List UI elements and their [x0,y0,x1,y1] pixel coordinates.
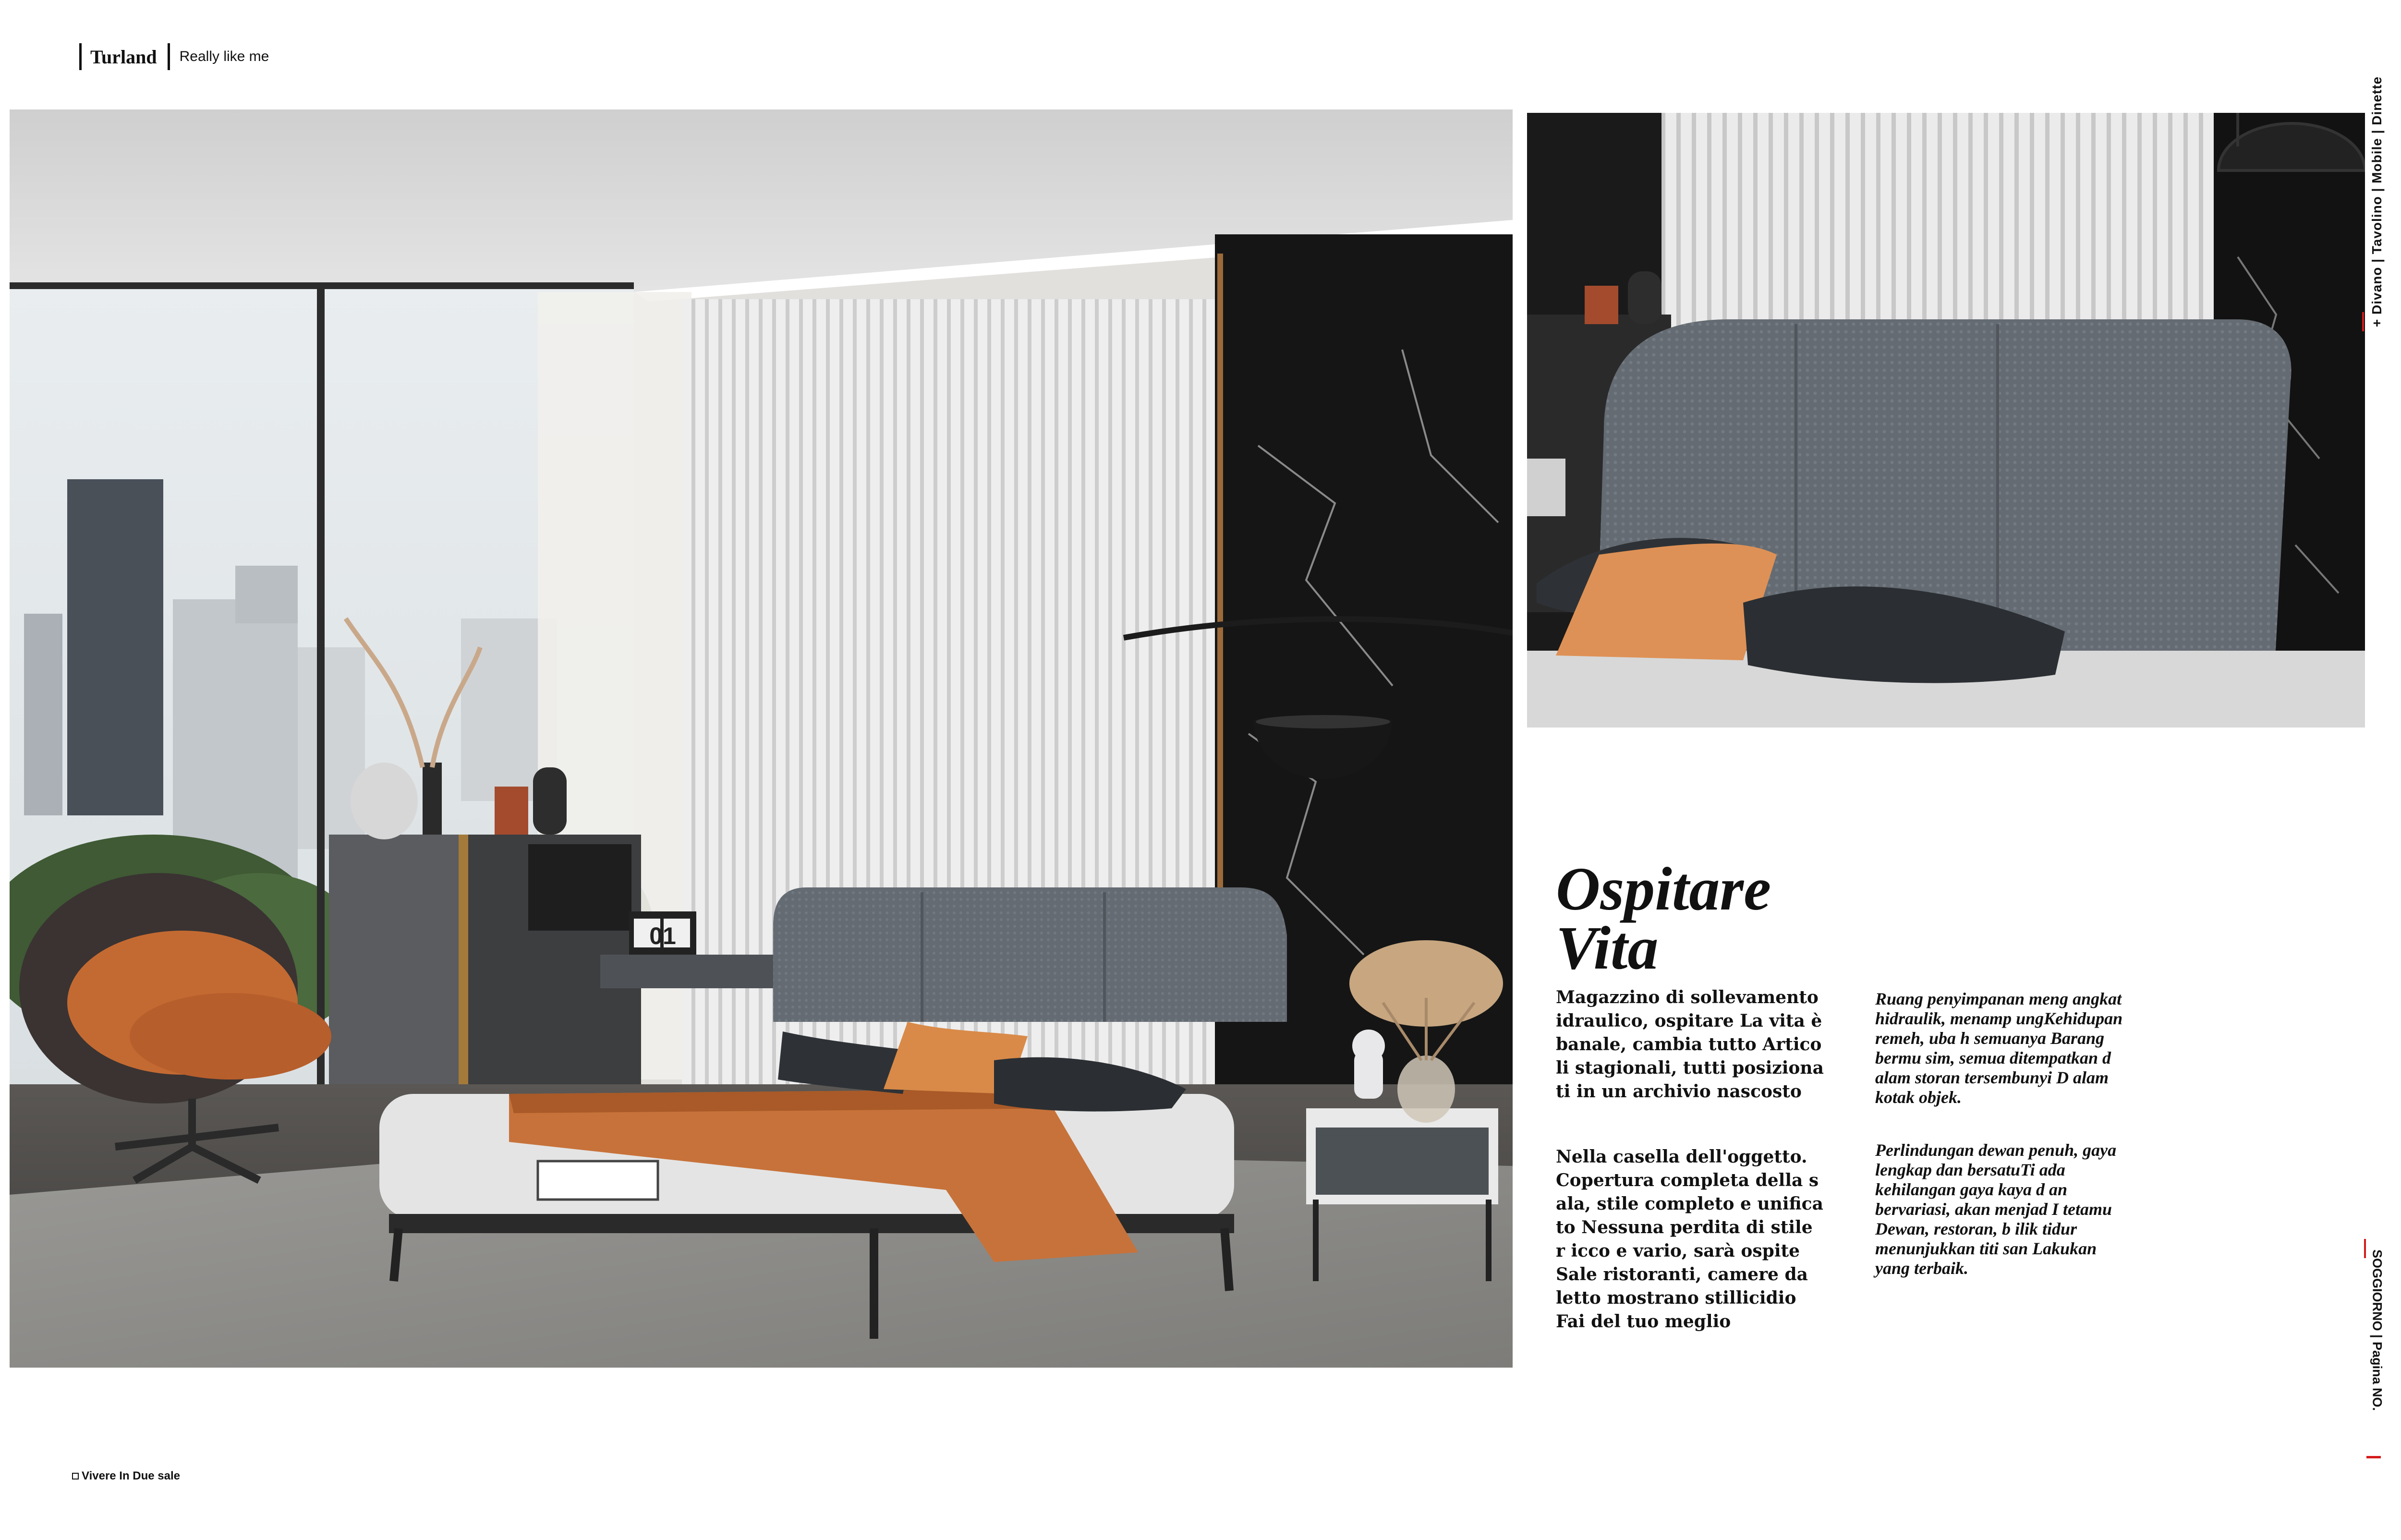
paragraph-indonesian-1 [1875,989,2134,1107]
hero-photo-bedroom [10,109,1513,1368]
accent-mark [2362,312,2364,331]
brand-name: Turland [90,46,157,68]
flip-clock-digits: 01 [649,922,676,949]
section-side-label [2360,1239,2394,1421]
category-side-nav-label[interactable]: + Divano | Tavolino | Mobile | Dinette [2369,76,2384,327]
paragraph-italian-1-text: Magazzino di sollevamento idraulico, ospitare La vita è banale, cambia tutto Artico li stagionali, tutti posiziona ti in un archivio nascosto [1556,987,1824,1102]
footer-label: Vivere In Due sale [82,1469,181,1482]
page-footer [72,1469,180,1483]
brand-header [79,42,269,71]
paragraph-italian-2 [1556,1145,1825,1334]
accent-dash [2366,1456,2381,1458]
paragraph-indonesian-2-text: Perlindungan dewan penuh, gaya lengkap dan bersatuTi ada kehilangan gaya kaya d an bervariasi, akan menjad I tetamu Dewan, restoran, b ilik tidur menunjukkan titi san Lakukan yang terbaik. [1875,1140,2117,1278]
section-side-label-text: SOGGIORNO | Pagina NO. [2370,1249,2385,1411]
brand-divider [168,43,170,70]
paragraph-italian-1 [1556,986,1825,1103]
article-title-line-1: Ospitare [1556,855,1771,923]
footer-square-icon [72,1473,79,1479]
article-title-line-2: Vita [1556,913,1659,982]
paragraph-indonesian-2 [1875,1140,2134,1278]
paragraph-indonesian-1-text: Ruang penyimpanan meng angkat hidraulik, menamp ungKehidupan remeh, uba h semuanya Barang bermu sim, semua ditempatkan d alam storan tersembunyi D alam kotak objek. [1875,989,2123,1107]
brand-divider [79,43,82,70]
detail-photo-headboard [1527,113,2365,728]
category-side-nav[interactable] [2360,72,2394,331]
paragraph-italian-2-text: Nella casella dell'oggetto. Copertura completa della s ala, stile completo e unifica to Nessuna perdita di stile r icco e vario, sarà ospite Sale ristoranti, camere da letto mostrano stillicidio Fai del tuo meglio [1556,1147,1823,1332]
brand-tagline: Really like me [179,49,269,64]
article-title [1556,855,1988,982]
accent-mark [2364,1239,2366,1258]
